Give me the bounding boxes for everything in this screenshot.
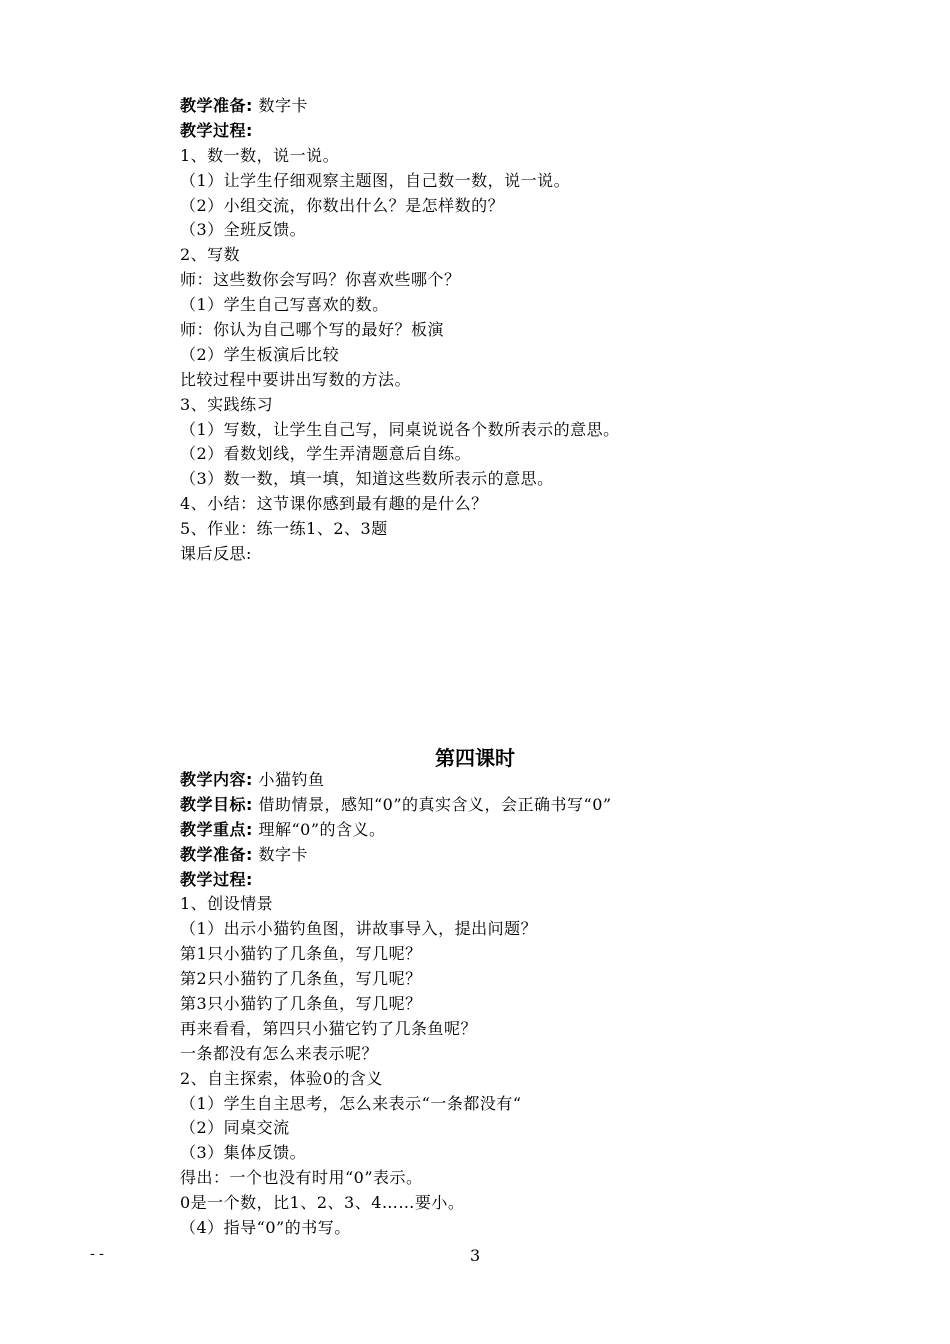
text-line: 得出：一个也没有时用“0”表示。 <box>180 1168 423 1188</box>
teaching-goal-value: 借助情景，感知“0”的真实含义，会正确书写“0” <box>258 794 612 814</box>
text-line: （3）全班反馈。 <box>180 220 307 240</box>
text-line: 2、自主探索，体验0的含义 <box>180 1068 383 1088</box>
text-line: 第3只小猫钓了几条鱼，写几呢？ <box>180 994 422 1014</box>
teaching-prep-row <box>180 843 880 868</box>
text-line: （2）小组交流，你数出什么？是怎样数的？ <box>180 195 505 215</box>
teaching-process-label: 教学过程: <box>180 120 253 140</box>
teaching-content-value: 小猫钓鱼 <box>258 770 325 789</box>
text-line: （1）写数，让学生自己写，同桌说说各个数所表示的意思。 <box>180 419 620 439</box>
text-line: （3）数一数，填一填，知道这些数所表示的意思。 <box>180 469 554 489</box>
page-number: 3 <box>470 1246 481 1265</box>
teaching-process-row <box>180 119 880 144</box>
text-line: 一条都没有怎么来表示呢？ <box>180 1043 379 1063</box>
text-line: 第2只小猫钓了几条鱼，写几呢？ <box>180 969 422 989</box>
text-line: 3、实践练习 <box>180 394 274 414</box>
footer-mark: - - <box>90 1246 104 1262</box>
text-line: 0是一个数，比1、2、3、4……要小。 <box>180 1193 465 1213</box>
text-line: 师：这些数你会写吗？你喜欢些哪个？ <box>180 270 461 290</box>
text-line: （2）学生板演后比较 <box>180 344 340 364</box>
text-line: 1、创设情景 <box>180 894 274 914</box>
text-line: 再来看看，第四只小猫它钓了几条鱼呢？ <box>180 1018 478 1038</box>
text-line: （1）学生自己写喜欢的数。 <box>180 295 389 315</box>
text-line: （1）出示小猫钓鱼图，讲故事导入，提出问题？ <box>180 919 538 939</box>
teaching-prep-row <box>180 94 880 119</box>
teaching-key-label: 教学重点: <box>180 819 253 839</box>
text-line: （2）看数划线，学生弄清题意后自练。 <box>180 444 472 464</box>
teaching-key-row <box>180 818 880 843</box>
text-line: 比较过程中要讲出写数的方法。 <box>180 369 412 389</box>
teaching-prep-label: 教学准备: <box>180 844 253 864</box>
text-line: （2）同桌交流 <box>180 1118 290 1138</box>
lesson-heading: 第四课时 <box>435 746 515 770</box>
text-line: （4）指导“0”的书写。 <box>180 1218 351 1238</box>
text-line: 5、作业：练一练1、2、3题 <box>180 519 388 539</box>
teaching-process-label: 教学过程: <box>180 869 253 889</box>
text-line: 课后反思: <box>180 544 252 564</box>
text-line: 1、数一数，说一说。 <box>180 145 340 165</box>
teaching-key-value: 理解“0”的含义。 <box>258 819 386 839</box>
section-1 <box>180 94 880 567</box>
teaching-content-label: 教学内容: <box>180 770 253 789</box>
teaching-content-row <box>180 768 880 793</box>
section-2 <box>180 768 880 1241</box>
teaching-prep-label: 教学准备: <box>180 96 253 115</box>
text-line: （1）让学生仔细观察主题图，自己数一数，说一说。 <box>180 170 571 190</box>
text-line: 4、小结：这节课你感到最有趣的是什么？ <box>180 494 488 514</box>
text-line: （1）学生自主思考，怎么来表示“一条都没有“ <box>180 1093 522 1113</box>
teaching-prep-value: 数字卡 <box>258 96 309 115</box>
text-line: 第1只小猫钓了几条鱼，写几呢？ <box>180 944 422 964</box>
teaching-prep-value: 数字卡 <box>258 844 309 864</box>
teaching-goal-label: 教学目标: <box>180 794 253 814</box>
teaching-process-row <box>180 868 880 893</box>
text-line: 师：你认为自己哪个写的最好？板演 <box>180 320 445 340</box>
text-line: 2、写数 <box>180 245 241 265</box>
teaching-goal-row <box>180 793 880 818</box>
text-line: （3）集体反馈。 <box>180 1143 307 1163</box>
